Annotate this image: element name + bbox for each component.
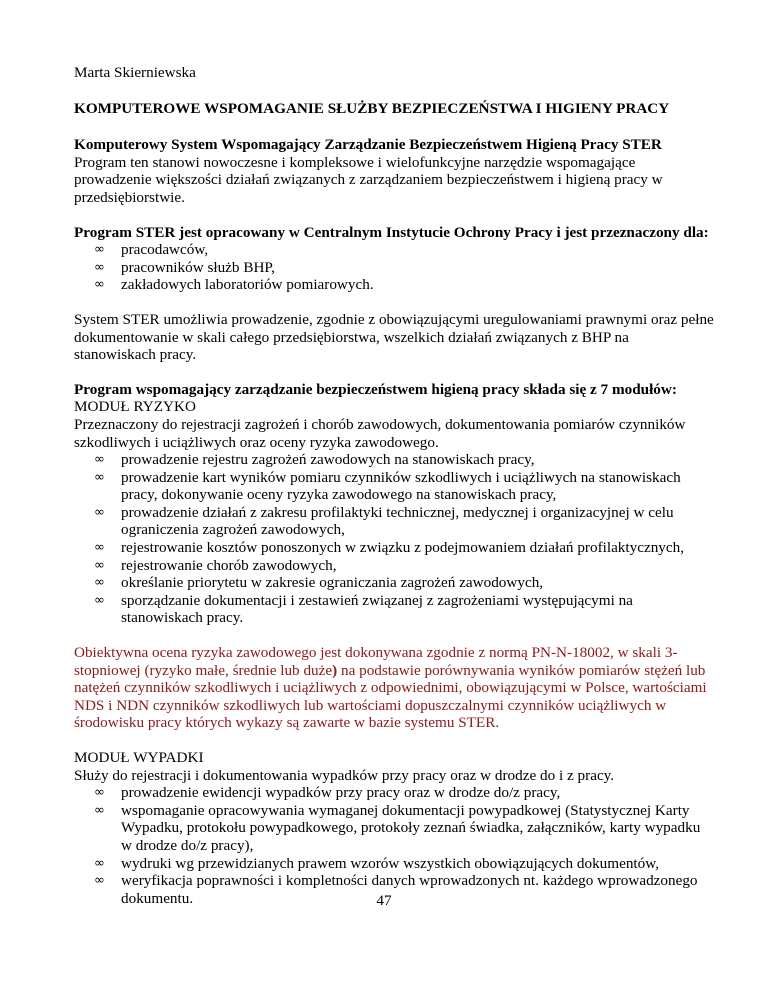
- list-item: ∞ pracodawców,: [94, 241, 209, 259]
- document-page: [74, 64, 714, 907]
- list-item: ∞ prowadzenie rejestru zagrożeń zawodowych na stanowiskach pracy,: [94, 451, 535, 469]
- bullet-icon: ∞: [94, 592, 105, 608]
- bullet-icon: ∞: [94, 540, 105, 556]
- list-item: ∞ rejestrowanie chorób zawodowych,: [94, 556, 337, 574]
- ryzyko-list: [74, 451, 714, 627]
- system-description: System STER umożliwia prowadzenie, zgodnie z obowiązującymi uregulowaniami prawnymi oraz pełne dokumentowanie w skali całego przedsiębiorstwa, wszelkich działań związanych z BHP na stanowiskach pracy.: [74, 310, 714, 364]
- module-title-wypadki: MODUŁ WYPADKI: [74, 749, 204, 766]
- list-item: ∞ rejestrowanie kosztów ponoszonych w związku z podejmowaniem działań profilaktycznych,: [94, 539, 685, 557]
- section-heading-audience: Program STER jest opracowany w Centralnym Instytucie Ochrony Pracy i jest przeznaczony dla:: [74, 223, 709, 241]
- bullet-icon: ∞: [94, 785, 105, 801]
- module-intro-wypadki: Służy do rejestracji i dokumentowania wypadków przy pracy oraz w drodze do i z pracy.: [74, 766, 615, 784]
- bullet-icon: ∞: [94, 259, 105, 275]
- bullet-icon: ∞: [94, 873, 105, 889]
- risk-assessment-paragraph: Obiektywna ocena ryzyka zawodowego jest dokonywana zgodnie z normą PN-N-18002, w skali 3-stopniowej (ryzyko małe, średnie lub duże) na podstawie porównywania wyników pomiarów stężeń lub natężeń czynników szkodliwych i uciążliwych z odpowiednimi, obowiązującymi w Polsce, wartościami NDS i NDN czynników szkodliwych lub wartościami dopuszczalnymi czynników uciążliwych w środowisku pracy których wykazy są zawarte w bazie systemu STER.: [74, 644, 707, 732]
- wypadki-list: [74, 784, 714, 907]
- bullet-icon: ∞: [94, 575, 105, 591]
- list-item: ∞ zakładowych laboratoriów pomiarowych.: [94, 276, 374, 294]
- audience-list: [74, 241, 714, 294]
- bullet-icon: ∞: [94, 242, 105, 258]
- bullet-icon: ∞: [94, 557, 105, 573]
- page-number: 47: [376, 892, 392, 909]
- bullet-icon: ∞: [94, 855, 105, 871]
- list-item: ∞ sporządzanie dokumentacji i zestawień związanej z zagrożeniami występującymi na stanowiskach pracy.: [94, 591, 633, 627]
- modules-heading: Program wspomagający zarządzanie bezpieczeństwem higieną pracy składa się z 7 modułów:: [74, 380, 677, 398]
- list-item: ∞ określanie priorytetu w zakresie ograniczania zagrożeń zawodowych,: [94, 574, 544, 592]
- document-title: KOMPUTEROWE WSPOMAGANIE SŁUŻBY BEZPIECZEŃSTWA I HIGIENY PRACY: [74, 99, 670, 117]
- module-title-ryzyko: MODUŁ RYZYKO: [74, 398, 196, 416]
- author-name: Marta Skierniewska: [74, 64, 196, 81]
- section-text-ster: Program ten stanowi nowoczesne i kompleksowe i wielofunkcyjne narzędzie wspomagające prowadzenie większości działań związanych z zarządzaniem bezpieczeństwem i higieną pracy w przedsiębiorstwie.: [74, 153, 663, 206]
- list-item: ∞ pracowników służb BHP,: [94, 258, 275, 276]
- bullet-icon: ∞: [94, 504, 105, 520]
- bullet-icon: ∞: [94, 469, 105, 485]
- module-intro-ryzyko: Przeznaczony do rejestracji zagrożeń i chorób zawodowych, dokumentowania pomiarów czynników szkodliwych i uciążliwych oraz oceny ryzyka zawodowego.: [74, 415, 686, 451]
- list-item: ∞ prowadzenie działań z zakresu profilaktyki technicznej, medycznej i organizacyjnej w celu ograniczenia zagrożeń zawodowych,: [94, 503, 674, 539]
- list-item: ∞ weryfikacja poprawności i kompletności danych wprowadzonych nt. każdego wprowadzonego dokumentu.: [94, 872, 698, 907]
- list-item: ∞ wspomaganie opracowywania wymaganej dokumentacji powypadkowej (Statystycznej Karty Wypadku, protokołu powypadkowego, protokoły zeznań świadka, załączników, karty wypadku w drodze do/z pracy),: [94, 801, 701, 854]
- bullet-icon: ∞: [94, 277, 105, 293]
- list-item: ∞ prowadzenie kart wyników pomiaru czynników szkodliwych i uciążliwych na stanowiskach pracy, dokonywanie oceny ryzyka zawodowego na stanowiskach pracy,: [94, 468, 681, 504]
- bullet-icon: ∞: [94, 452, 105, 468]
- list-item: ∞ wydruki wg przewidzianych prawem wzorów wszystkich obowiązujących dokumentów,: [94, 854, 660, 872]
- section-heading-ster: Komputerowy System Wspomagający Zarządzanie Bezpieczeństwem Higieną Pracy STER: [74, 136, 662, 154]
- list-item: ∞ prowadzenie ewidencji wypadków przy pracy oraz w drodze do/z pracy,: [94, 784, 561, 802]
- bullet-icon: ∞: [94, 802, 105, 818]
